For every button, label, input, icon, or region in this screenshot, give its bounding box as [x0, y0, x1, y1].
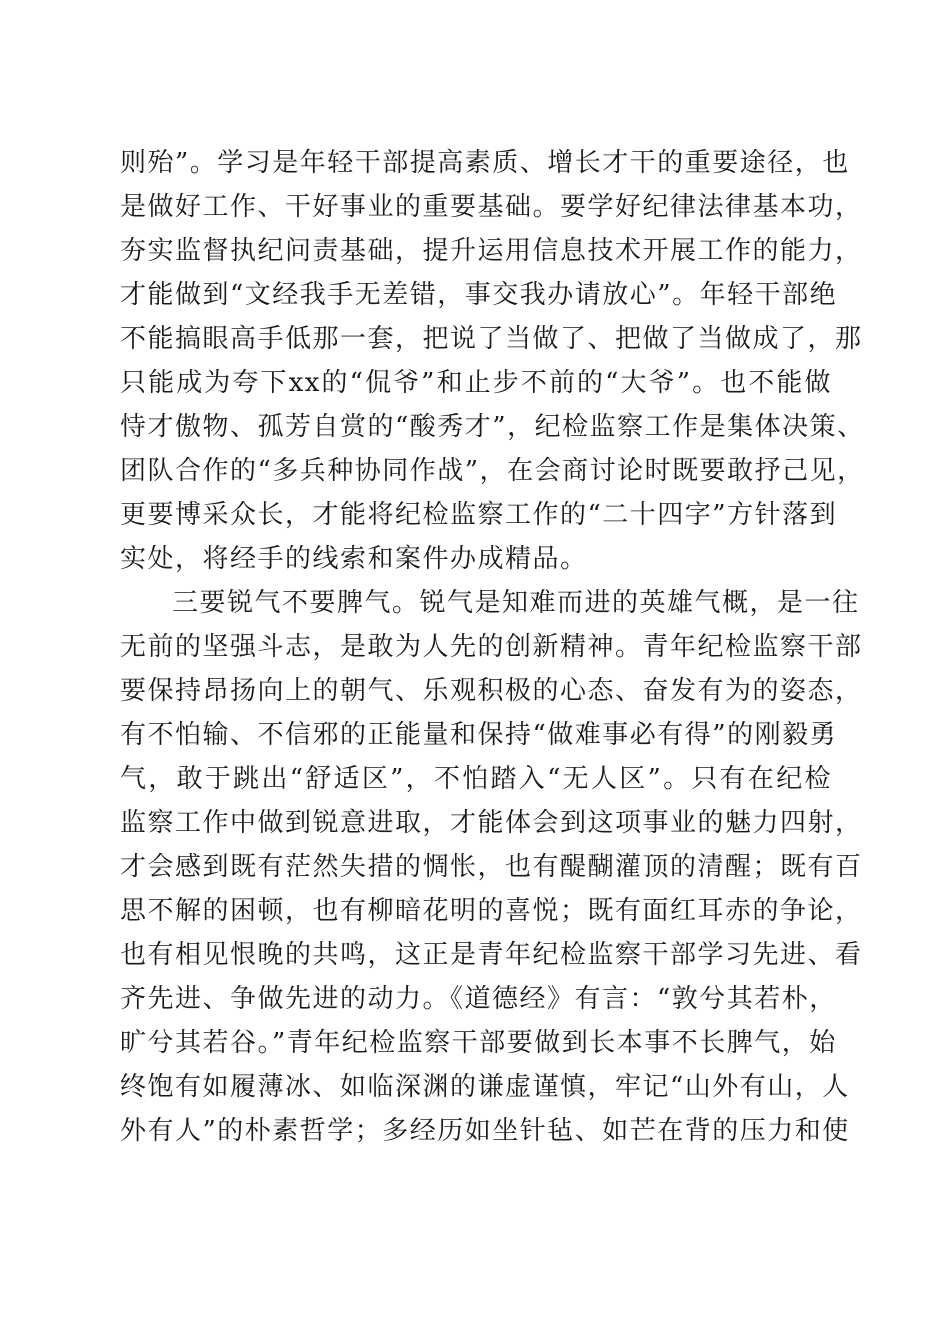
- document-body: [120, 141, 865, 1153]
- paragraph-line: 恃才傲物、孤芳自赏的“酸秀才”，纪检监察工作是集体决策、: [120, 412, 865, 442]
- paragraph-line: 有不怕输、不信邪的正能量和保持“做难事必有得”的刚毅勇: [120, 720, 838, 750]
- paragraph-line: 气，敢于跳出“舒适区”，不怕踏入“无人区”。只有在纪检: [120, 764, 832, 794]
- paragraph-line: 终饱有如履薄冰、如临深渊的谦虚谨慎，牢记“山外有山，人: [120, 1072, 850, 1102]
- paragraph-line: 无前的坚强斗志，是敢为人先的创新精神。青年纪检监察干部: [120, 632, 863, 662]
- paragraph-line: 也有相见恨晚的共鸣，这正是青年纪检监察干部学习先进、看: [120, 940, 863, 970]
- paragraph-line: 是做好工作、干好事业的重要基础。要学好纪律法律基本功，: [120, 192, 863, 222]
- paragraph-line: 三要锐气不要脾气。锐气是知难而进的英雄气概，是一往: [172, 588, 860, 618]
- paragraph-line: 只能成为夸下xx的“侃爷”和止步不前的“大爷”。也不能做: [120, 368, 832, 398]
- paragraph-line: 实处，将经手的线索和案件办成精品。: [120, 544, 588, 574]
- paragraph-line: 才能做到“文经我手无差错，事交我办请放心”。年轻干部绝: [120, 280, 838, 310]
- paragraph-line: 夯实监督执纪问责基础，提升运用信息技术开展工作的能力，: [120, 236, 863, 266]
- paragraph-line: 旷兮其若谷。”青年纪检监察干部要做到长本事不长脾气，始: [120, 1028, 837, 1058]
- paragraph-line: 齐先进、争做先进的动力。《道德经》有言：“敦兮其若朴，: [120, 984, 837, 1014]
- paragraph-1: [120, 141, 865, 581]
- paragraph-line: 思不解的困顿，也有柳暗花明的喜悦；既有面红耳赤的争论，: [120, 896, 863, 926]
- paragraph-line: 外有人”的朴素哲学；多经历如坐针毡、如芒在背的压力和使: [120, 1116, 850, 1146]
- paragraph-line: 更要博采众长，才能将纪检监察工作的“二十四字”方针落到: [120, 500, 838, 530]
- paragraph-line: 则殆”。学习是年轻干部提高素质、增长才干的重要途径，也: [120, 148, 850, 178]
- paragraph-2: [120, 581, 863, 1153]
- paragraph-line: 要保持昂扬向上的朝气、乐观积极的心态、奋发有为的姿态，: [120, 676, 863, 706]
- paragraph-line: 团队合作的“多兵种协同作战”，在会商讨论时既要敢抒己见，: [120, 456, 865, 486]
- paragraph-line: 监察工作中做到锐意进取，才能体会到这项事业的魅力四射，: [120, 808, 863, 838]
- paragraph-line: 不能搞眼高手低那一套，把说了当做了、把做了当做成了，那: [120, 324, 863, 354]
- paragraph-line: 才会感到既有茫然失措的惆怅，也有醍醐灌顶的清醒；既有百: [120, 852, 863, 882]
